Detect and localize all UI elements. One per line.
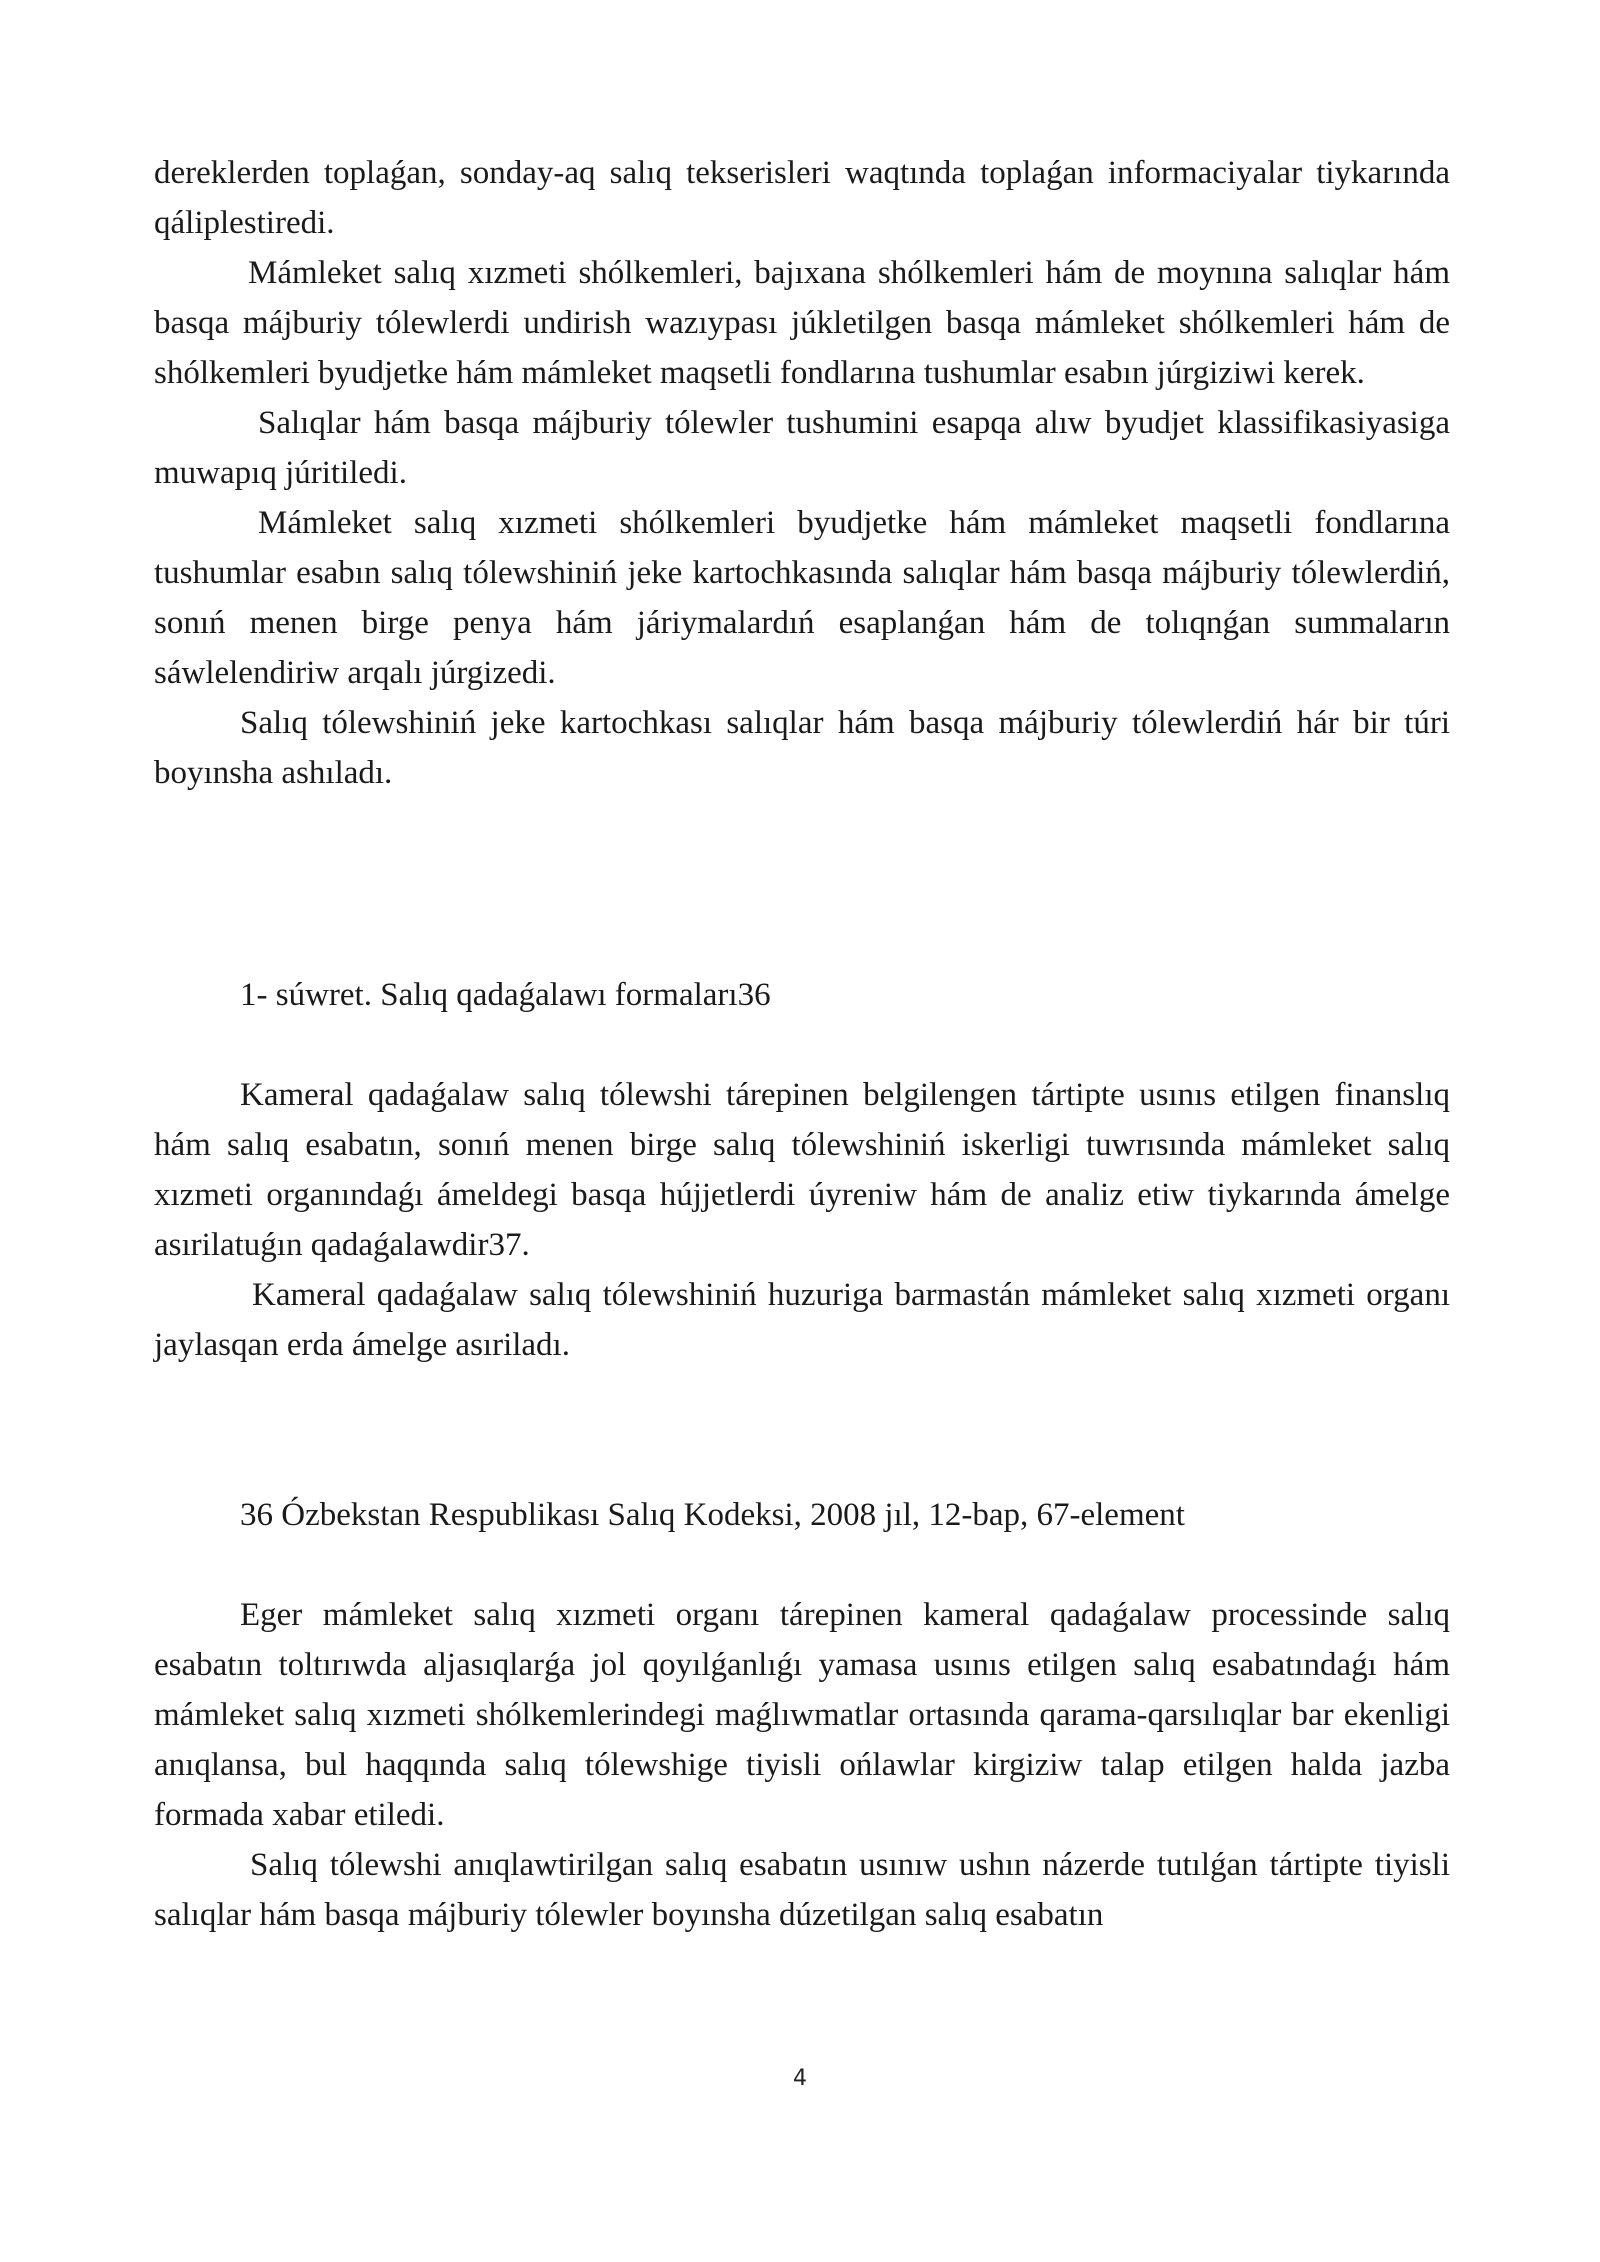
paragraph-personal-card-opening: Salıq tólewshiniń jeke kartochkası salıqlar hám basqa májburiy tólewlerdiń hár bir túri boyınsha ashıladı. [154, 705, 1450, 791]
paragraph-tax-service-accounting: Mámleket salıq xızmeti shólkemleri, bajıxana shólkemleri hám de moynına salıqlar hám basqa májburiy tólewlerdi undirish wazıypası júkletilgen basqa mámleket shólkemleri hám de shólkemleri byudjetke hám mámleket maqsetli fondlarına tushumlar esabın júrgiziwi kerek. [154, 255, 1450, 391]
page-number: 4 [793, 2066, 807, 2091]
paragraph-corrected-report: Salıq tólewshi anıqlawtirilgan salıq esabatın usınıw ushın názerde tutılǵan tártipte tiyisli salıqlar hám basqa májburiy tólewler boyınsha dúzetilgan salıq esabatın [154, 1847, 1450, 1933]
paragraph-continuation: dereklerden toplaǵan, sonday-aq salıq tekserisleri waqtında toplaǵan informaciyalar tiykarında qáliplestiredi. [154, 155, 1450, 241]
paragraph-errors-notification: Eger mámleket salıq xızmeti organı tárepinen kameral qadaǵalaw processinde salıq esabatın toltırıwda aljasıqlarǵa jol qoyılǵanlıǵı yamasa usınıs etilgen salıq esabatındaǵı hám mámleket salıq xızmeti shólkemlerindegi maǵlıwmatlar ortasında qarama-qarsılıqlar bar ekenligi anıqlansa, bul haqqında salıq tólewshige tiyisli ońlawlar kirgiziw talap etilgen halda jazba formada xabar etiledi. [154, 1597, 1450, 1833]
paragraph-desk-audit-definition: Kameral qadaǵalaw salıq tólewshi tárepinen belgilengen tártipte usınıs etilgen finanslıq hám salıq esabatın, sonıń menen birge salıq tólewshiniń iskerligi tuwrısında mámleket salıq xızmeti organındaǵı ámeldegi basqa hújjetlerdi úyreniw hám de analiz etiw tiykarında ámelge asırilatuǵın qadaǵalawdir37. [154, 1077, 1450, 1263]
document-page [154, 148, 1450, 1940]
paragraph-desk-audit-location: Kameral qadaǵalaw salıq tólewshiniń huzuriga barmastán mámleket salıq xızmeti organı jaylasqan erda ámelge asıriladı. [154, 1277, 1450, 1363]
footnote: 36 Ózbekstan Respublikası Salıq Kodeksi, 2008 jıl, 12-bap, 67-element [240, 1497, 1185, 1533]
figure-space [154, 798, 1450, 970]
figure-caption: 1- súwret. Salıq qadaǵalawı formaları36 [240, 977, 771, 1013]
paragraph-personal-card-recording: Mámleket salıq xızmeti shólkemleri byudjetke hám mámleket maqsetli fondlarına tushumlar esabın salıq tólewshiniń jeke kartochkasında salıqlar hám basqa májburiy tólewlerdiń, sonıń menen birge penya hám járiymalardıń esaplanǵan hám de tolıqnǵan summaların sáwlelendiriw arqalı júrgizedi. [154, 505, 1450, 691]
paragraph-budget-classification: Salıqlar hám basqa májburiy tólewler tushumini esapqa alıw byudjet klassifikasiyasiga muwapıq júritiledi. [154, 405, 1450, 491]
